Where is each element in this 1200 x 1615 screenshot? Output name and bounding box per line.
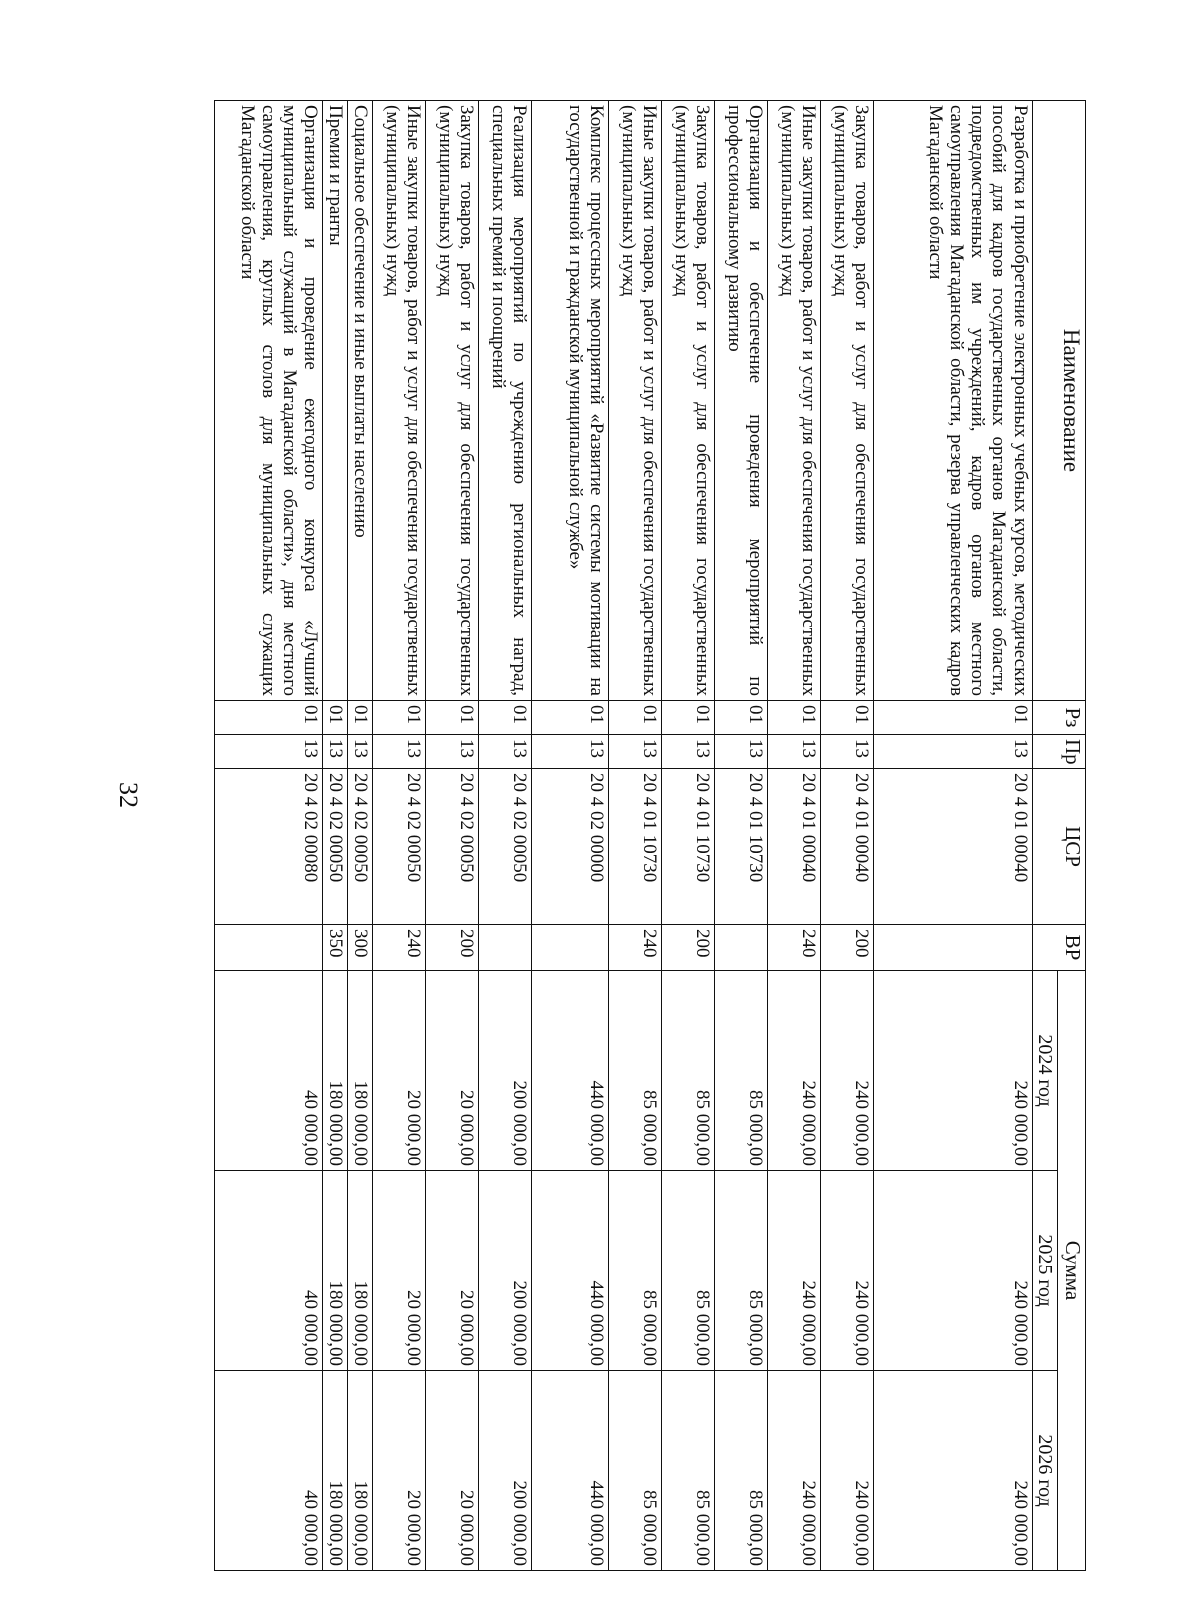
cell-pr: 13 bbox=[768, 735, 821, 769]
table-row bbox=[215, 101, 323, 1571]
header-vr: ВР bbox=[1032, 925, 1085, 971]
cell-2024: 85 000,00 bbox=[661, 971, 714, 1171]
header-sum: Сумма bbox=[1058, 971, 1086, 1571]
cell-2026: 240 000,00 bbox=[768, 1371, 821, 1571]
cell-2025: 240 000,00 bbox=[768, 1171, 821, 1371]
cell-name: Организация и обеспечение проведения мероприятий по профессиональному развитию bbox=[715, 101, 768, 701]
cell-2024: 180 000,00 bbox=[348, 971, 373, 1171]
cell-2024: 240 000,00 bbox=[874, 971, 1032, 1171]
header-pr: Пр bbox=[1032, 735, 1085, 769]
cell-name: Социальное обеспечение и иные выплаты населению bbox=[348, 101, 373, 701]
cell-2024: 200 000,00 bbox=[479, 971, 532, 1171]
cell-2024: 40 000,00 bbox=[215, 971, 323, 1171]
cell-csr: 20 4 01 10730 bbox=[715, 769, 768, 925]
table-row bbox=[372, 101, 425, 1571]
header-rz: Рз bbox=[1032, 701, 1085, 735]
cell-name: Закупка товаров, работ и услуг для обеспечения государственных (муниципальных) нужд bbox=[661, 101, 714, 701]
cell-2025: 40 000,00 bbox=[215, 1171, 323, 1371]
cell-2025: 240 000,00 bbox=[874, 1171, 1032, 1371]
cell-vr: 240 bbox=[372, 925, 425, 971]
cell-pr: 13 bbox=[323, 735, 348, 769]
table-row bbox=[323, 101, 348, 1571]
cell-csr: 20 4 01 00040 bbox=[768, 769, 821, 925]
cell-pr: 13 bbox=[348, 735, 373, 769]
cell-csr: 20 4 02 00050 bbox=[479, 769, 532, 925]
rotated-table-container bbox=[214, 100, 1086, 1570]
table-row bbox=[532, 101, 609, 1571]
cell-2024: 20 000,00 bbox=[426, 971, 479, 1171]
cell-2024: 20 000,00 bbox=[372, 971, 425, 1171]
table-row bbox=[479, 101, 532, 1571]
cell-name: Закупка товаров, работ и услуг для обеспечения государственных (муниципальных) нужд bbox=[821, 101, 874, 701]
table-row bbox=[348, 101, 373, 1571]
cell-2026: 85 000,00 bbox=[715, 1371, 768, 1571]
header-name: Наименование bbox=[1032, 101, 1085, 701]
cell-csr: 20 4 02 00000 bbox=[532, 769, 609, 925]
cell-vr: 200 bbox=[661, 925, 714, 971]
cell-rz: 01 bbox=[348, 701, 373, 735]
cell-name: Иные закупки товаров, работ и услуг для обеспечения государственных (муниципальных) нужд bbox=[372, 101, 425, 701]
table-row bbox=[715, 101, 768, 1571]
cell-pr: 13 bbox=[874, 735, 1032, 769]
cell-2026: 440 000,00 bbox=[532, 1371, 609, 1571]
cell-2026: 20 000,00 bbox=[372, 1371, 425, 1571]
cell-2025: 85 000,00 bbox=[661, 1171, 714, 1371]
cell-vr bbox=[715, 925, 768, 971]
cell-2024: 85 000,00 bbox=[715, 971, 768, 1171]
cell-csr: 20 4 02 00080 bbox=[215, 769, 323, 925]
cell-2025: 20 000,00 bbox=[372, 1171, 425, 1371]
cell-name: Организация и проведение ежегодного конкурса «Лучший муниципальный служащий в Магаданской области», дня местного самоуправления, круглых столов для муниципальных служащих Магаданской области bbox=[215, 101, 323, 701]
cell-csr: 20 4 02 00050 bbox=[426, 769, 479, 925]
cell-csr: 20 4 01 10730 bbox=[608, 769, 661, 925]
cell-2025: 440 000,00 bbox=[532, 1171, 609, 1371]
cell-vr bbox=[532, 925, 609, 971]
cell-rz: 01 bbox=[426, 701, 479, 735]
cell-pr: 13 bbox=[372, 735, 425, 769]
cell-pr: 13 bbox=[715, 735, 768, 769]
cell-name: Закупка товаров, работ и услуг для обеспечения государственных (муниципальных) нужд bbox=[426, 101, 479, 701]
cell-vr: 200 bbox=[426, 925, 479, 971]
cell-csr: 20 4 01 10730 bbox=[661, 769, 714, 925]
cell-2025: 240 000,00 bbox=[821, 1171, 874, 1371]
cell-2024: 240 000,00 bbox=[821, 971, 874, 1171]
table-row bbox=[608, 101, 661, 1571]
cell-rz: 01 bbox=[372, 701, 425, 735]
cell-2025: 180 000,00 bbox=[323, 1171, 348, 1371]
cell-rz: 01 bbox=[715, 701, 768, 735]
cell-2026: 240 000,00 bbox=[821, 1371, 874, 1571]
cell-csr: 20 4 02 00050 bbox=[372, 769, 425, 925]
cell-2025: 180 000,00 bbox=[348, 1171, 373, 1371]
cell-2024: 240 000,00 bbox=[768, 971, 821, 1171]
cell-2026: 85 000,00 bbox=[661, 1371, 714, 1571]
cell-rz: 01 bbox=[821, 701, 874, 735]
table-row bbox=[426, 101, 479, 1571]
header-year-2025: 2025 год bbox=[1032, 1171, 1057, 1371]
header-year-2026: 2026 год bbox=[1032, 1371, 1057, 1571]
cell-rz: 01 bbox=[608, 701, 661, 735]
table-body bbox=[215, 101, 1033, 1571]
cell-name: Реализация мероприятий по учреждению региональных наград, специальных премий и поощрений bbox=[479, 101, 532, 701]
cell-vr: 200 bbox=[821, 925, 874, 971]
cell-vr: 300 bbox=[348, 925, 373, 971]
cell-rz: 01 bbox=[874, 701, 1032, 735]
cell-2024: 180 000,00 bbox=[323, 971, 348, 1171]
table-row bbox=[821, 101, 874, 1571]
cell-pr: 13 bbox=[532, 735, 609, 769]
cell-pr: 13 bbox=[821, 735, 874, 769]
cell-2024: 85 000,00 bbox=[608, 971, 661, 1171]
cell-2025: 20 000,00 bbox=[426, 1171, 479, 1371]
page-number: 32 bbox=[114, 782, 143, 808]
cell-csr: 20 4 01 00040 bbox=[874, 769, 1032, 925]
cell-name: Комплекс процессных мероприятий «Развитие системы мотивации на государственной и гражданской муниципальной службе» bbox=[532, 101, 609, 701]
header-csr: ЦСР bbox=[1032, 769, 1085, 925]
header-year-2024: 2024 год bbox=[1032, 971, 1057, 1171]
cell-name: Иные закупки товаров, работ и услуг для обеспечения государственных (муниципальных) нужд bbox=[608, 101, 661, 701]
cell-csr: 20 4 02 00050 bbox=[323, 769, 348, 925]
cell-2026: 200 000,00 bbox=[479, 1371, 532, 1571]
cell-pr: 13 bbox=[426, 735, 479, 769]
cell-rz: 01 bbox=[661, 701, 714, 735]
cell-2026: 20 000,00 bbox=[426, 1371, 479, 1571]
cell-2026: 240 000,00 bbox=[874, 1371, 1032, 1571]
cell-2026: 180 000,00 bbox=[348, 1371, 373, 1571]
table-row bbox=[874, 101, 1032, 1571]
cell-rz: 01 bbox=[768, 701, 821, 735]
table-row bbox=[768, 101, 821, 1571]
cell-vr: 350 bbox=[323, 925, 348, 971]
cell-vr bbox=[479, 925, 532, 971]
cell-name: Иные закупки товаров, работ и услуг для обеспечения государственных (муниципальных) нужд bbox=[768, 101, 821, 701]
cell-2025: 85 000,00 bbox=[715, 1171, 768, 1371]
cell-vr: 240 bbox=[768, 925, 821, 971]
cell-vr: 240 bbox=[608, 925, 661, 971]
cell-2025: 200 000,00 bbox=[479, 1171, 532, 1371]
cell-csr: 20 4 02 00050 bbox=[348, 769, 373, 925]
cell-vr bbox=[215, 925, 323, 971]
cell-pr: 13 bbox=[608, 735, 661, 769]
cell-vr bbox=[874, 925, 1032, 971]
cell-name: Разработка и приобретение электронных учебных курсов, методических пособий для кадров государственных органов Магаданской области, подведомственных им учреждений, кадров органов местного самоуправления Магаданской области, резерва управленческих кадров Магаданской области bbox=[874, 101, 1032, 701]
cell-pr: 13 bbox=[215, 735, 323, 769]
cell-name: Премии и гранты bbox=[323, 101, 348, 701]
cell-2024: 440 000,00 bbox=[532, 971, 609, 1171]
cell-pr: 13 bbox=[479, 735, 532, 769]
table-row bbox=[661, 101, 714, 1571]
cell-2025: 85 000,00 bbox=[608, 1171, 661, 1371]
cell-rz: 01 bbox=[532, 701, 609, 735]
cell-rz: 01 bbox=[215, 701, 323, 735]
budget-table bbox=[214, 100, 1086, 1571]
cell-csr: 20 4 01 00040 bbox=[821, 769, 874, 925]
cell-rz: 01 bbox=[323, 701, 348, 735]
cell-2026: 85 000,00 bbox=[608, 1371, 661, 1571]
cell-2026: 40 000,00 bbox=[215, 1371, 323, 1571]
cell-pr: 13 bbox=[661, 735, 714, 769]
cell-2026: 180 000,00 bbox=[323, 1371, 348, 1571]
cell-rz: 01 bbox=[479, 701, 532, 735]
